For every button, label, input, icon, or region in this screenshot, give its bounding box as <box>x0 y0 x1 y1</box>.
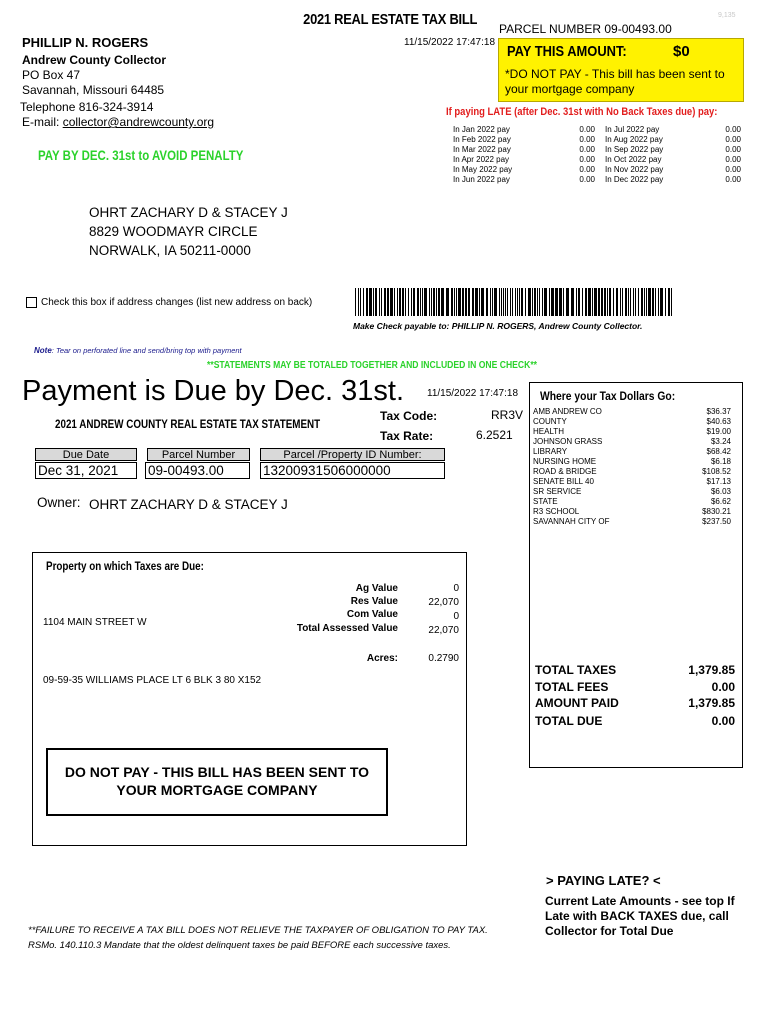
collector-address-line2: Savannah, Missouri 64485 <box>22 83 165 97</box>
total-taxes-value: 1,379.85 <box>688 663 735 677</box>
tax-dollars-box <box>529 382 743 768</box>
com-value: 0 <box>453 611 459 622</box>
property-title: Property on which Taxes are Due: <box>46 559 204 573</box>
late-schedule-row-amount: 0.00 <box>725 135 741 144</box>
bill-code: 9,135 <box>718 12 736 19</box>
tax-dollar-row <box>533 477 731 487</box>
pay-amount-note: *DO NOT PAY - This bill has been sent to your mortgage company <box>505 67 725 96</box>
pay-amount-box <box>498 38 744 102</box>
late-schedule-row-label: In Jan 2022 pay <box>453 125 510 134</box>
late-schedule-row-amount: 0.00 <box>725 155 741 164</box>
late-schedule-row-amount: 0.00 <box>579 175 595 184</box>
late-schedule-row-label: In Nov 2022 pay <box>605 165 664 174</box>
res-value: 22,070 <box>428 597 459 608</box>
amount-paid-label: AMOUNT PAID <box>535 696 619 710</box>
res-value-label: Res Value <box>350 596 398 607</box>
ag-value: 0 <box>453 583 459 594</box>
tax-dollar-row-amount: $6.62 <box>710 497 731 506</box>
barcode <box>355 288 672 316</box>
total-fees-label: TOTAL FEES <box>535 680 609 694</box>
late-schedule-right <box>605 125 741 185</box>
tax-code-label: Tax Code: <box>380 409 438 423</box>
late-schedule-row <box>605 175 741 185</box>
late-schedule-row-amount: 0.00 <box>579 155 595 164</box>
tax-dollar-row-amount: $3.24 <box>710 437 731 446</box>
tax-dollar-row-amount: $36.37 <box>706 407 731 416</box>
ag-value-label: Ag Value <box>355 583 398 594</box>
amount-paid-row <box>535 696 735 710</box>
tax-dollar-row <box>533 457 731 467</box>
footnote-line2: RSMo. 140.110.3 Mandate that the oldest delinquent taxes be paid BEFORE each successive taxes. <box>28 940 451 951</box>
late-schedule-row <box>605 165 741 175</box>
tax-dollar-row-label: COUNTY <box>533 417 567 426</box>
bill-title: 2021 REAL ESTATE TAX BILL <box>303 11 478 28</box>
tax-dollar-row-label: ROAD & BRIDGE <box>533 467 597 476</box>
mailing-address-line2: 8829 WOODMAYR CIRCLE <box>89 224 258 239</box>
tear-note <box>34 346 242 355</box>
tax-dollar-row <box>533 417 731 427</box>
late-schedule-row-amount: 0.00 <box>725 165 741 174</box>
total-taxes-label: TOTAL TAXES <box>535 663 617 677</box>
parcel-number-header: PARCEL NUMBER 09-00493.00 <box>499 22 672 36</box>
owner-name: OHRT ZACHARY D & STACEY J <box>89 497 288 512</box>
note-label: Note <box>34 346 52 355</box>
collector-name: PHILLIP N. ROGERS <box>22 35 149 50</box>
property-legal-description: 09-59-35 WILLIAMS PLACE LT 6 BLK 3 80 X152 <box>43 675 262 686</box>
late-schedule-row <box>605 135 741 145</box>
late-schedule-heading: If paying LATE (after Dec. 31st with No Back Taxes due) pay: <box>446 106 718 118</box>
acres-value: 0.2790 <box>428 653 459 664</box>
tax-dollars-list <box>533 407 731 527</box>
late-schedule-row <box>605 145 741 155</box>
tax-dollar-row-label: AMB ANDREW CO <box>533 407 602 416</box>
total-fees-row <box>535 680 735 694</box>
total-fees-value: 0.00 <box>711 680 735 694</box>
late-schedule-row-amount: 0.00 <box>579 135 595 144</box>
late-schedule-row-label: In Mar 2022 pay <box>453 145 511 154</box>
late-schedule-row-label: In Dec 2022 pay <box>605 175 664 184</box>
total-due-row <box>535 714 735 728</box>
late-schedule-row <box>453 145 595 155</box>
collector-title: Andrew County Collector <box>22 53 167 67</box>
late-schedule-row-label: In May 2022 pay <box>453 165 513 174</box>
tax-dollar-row-amount: $237.50 <box>702 517 731 526</box>
parcel-number-value: 09-00493.00 <box>145 462 250 479</box>
penalty-notice: PAY BY DEC. 31st to AVOID PENALTY <box>38 147 244 163</box>
property-id-header: Parcel /Property ID Number: <box>260 448 445 461</box>
late-schedule-row-amount: 0.00 <box>725 125 741 134</box>
tax-dollar-row <box>533 517 731 527</box>
late-schedule-row-amount: 0.00 <box>725 145 741 154</box>
late-schedule-row <box>453 175 595 185</box>
late-schedule-row-amount: 0.00 <box>579 125 595 134</box>
late-schedule-row-amount: 0.00 <box>579 165 595 174</box>
tax-rate-label: Tax Rate: <box>380 429 434 443</box>
address-change-label: Check this box if address changes (list new address on back) <box>41 297 313 308</box>
tax-dollar-row-label: SR SERVICE <box>533 487 582 496</box>
property-id-value: 13200931506000000 <box>260 462 445 479</box>
pay-amount-label: PAY THIS AMOUNT: <box>507 43 627 60</box>
statement-timestamp: 11/15/2022 17:47:18 <box>427 388 519 399</box>
tax-dollar-row <box>533 407 731 417</box>
make-check-payable: Make Check payable to: PHILLIP N. ROGERS, Andrew County Collector. <box>353 321 643 331</box>
mailing-address <box>89 203 288 260</box>
tax-dollar-row <box>533 427 731 437</box>
amount-paid-value: 1,379.85 <box>688 696 735 710</box>
late-schedule-row-label: In Jun 2022 pay <box>453 175 510 184</box>
footnote-line1: **FAILURE TO RECEIVE A TAX BILL DOES NOT RELIEVE THE TAXPAYER OF OBLIGATION TO PAY TAX. <box>28 925 488 936</box>
total-assessed-value: 22,070 <box>428 625 459 636</box>
paying-late-info: Current Late Amounts - see top If Late with BACK TAXES due, call Collector for Total Due <box>545 894 735 938</box>
footnote <box>28 923 528 953</box>
tax-dollar-row <box>533 497 731 507</box>
late-schedule-row-label: In Sep 2022 pay <box>605 145 664 154</box>
tax-dollar-row-label: R3 SCHOOL <box>533 507 580 516</box>
tax-dollar-row <box>533 447 731 457</box>
payment-due-heading: Payment is Due by Dec. 31st. <box>22 375 404 407</box>
property-street: 1104 MAIN STREET W <box>43 617 147 628</box>
late-schedule-row-amount: 0.00 <box>579 145 595 154</box>
collector-address-line1: PO Box 47 <box>22 68 81 82</box>
statement-title: 2021 ANDREW COUNTY REAL ESTATE TAX STATEMENT <box>55 417 321 431</box>
late-schedule-row-label: In Oct 2022 pay <box>605 155 662 164</box>
late-schedule-row-amount: 0.00 <box>725 175 741 184</box>
tax-rate-value: 6.2521 <box>476 428 513 442</box>
collector-phone: Telephone 816-324-3914 <box>20 100 154 114</box>
late-schedule-row <box>453 125 595 135</box>
com-value-label: Com Value <box>346 609 398 620</box>
late-schedule-row <box>453 155 595 165</box>
tax-dollar-row <box>533 487 731 497</box>
tax-dollar-row-label: SAVANNAH CITY OF <box>533 517 610 526</box>
late-schedule-row <box>453 135 595 145</box>
tax-dollar-row-label: STATE <box>533 497 558 506</box>
tax-dollar-row-amount: $19.00 <box>706 427 731 436</box>
statements-notice: **STATEMENTS MAY BE TOTALED TOGETHER AND INCLUDED IN ONE CHECK** <box>207 360 538 371</box>
email-label: E-mail: <box>22 115 60 129</box>
collector-email-row <box>22 115 214 129</box>
total-due-label: TOTAL DUE <box>535 714 603 728</box>
tax-dollar-row <box>533 507 731 517</box>
address-change-checkbox[interactable] <box>26 297 37 308</box>
tax-dollar-row-label: LIBRARY <box>533 447 568 456</box>
total-due-value: 0.00 <box>711 714 735 728</box>
tax-dollar-row-label: SENATE BILL 40 <box>533 477 594 486</box>
total-assessed-label: Total Assessed Value <box>296 623 398 634</box>
tax-dollar-row-label: HEALTH <box>533 427 564 436</box>
tax-dollar-row <box>533 467 731 477</box>
tax-dollar-row-amount: $6.18 <box>710 457 731 466</box>
due-date-value: Dec 31, 2021 <box>35 462 137 479</box>
tax-dollar-row-amount: $17.13 <box>706 477 731 486</box>
owner-label: Owner: <box>37 495 81 510</box>
pay-amount-value: $0 <box>673 43 690 60</box>
parcel-number-header-cell: Parcel Number <box>147 448 250 461</box>
tax-dollar-row-amount: $68.42 <box>706 447 731 456</box>
late-schedule-row-label: In Apr 2022 pay <box>453 155 510 164</box>
tax-code-value: RR3V <box>491 408 524 422</box>
note-text: : Tear on perforated line and send/bring top with payment <box>51 346 242 355</box>
address-change-row <box>26 297 312 308</box>
print-timestamp: 11/15/2022 17:47:18 <box>404 37 496 48</box>
tax-dollar-row-label: JOHNSON GRASS <box>533 437 603 446</box>
due-date-header: Due Date <box>35 448 137 461</box>
paying-late-heading: > PAYING LATE? < <box>546 873 661 888</box>
late-schedule-left <box>453 125 595 185</box>
total-taxes-row <box>535 663 735 677</box>
do-not-pay-notice: DO NOT PAY - THIS BILL HAS BEEN SENT TO YOUR MORTGAGE COMPANY <box>46 748 388 816</box>
late-schedule-row-label: In Aug 2022 pay <box>605 135 663 144</box>
tax-dollar-row-amount: $108.52 <box>702 467 731 476</box>
tax-dollar-row <box>533 437 731 447</box>
email-link[interactable]: collector@andrewcounty.org <box>62 115 215 129</box>
tax-dollar-row-amount: $40.63 <box>706 417 731 426</box>
tax-dollar-row-amount: $830.21 <box>702 507 731 516</box>
late-schedule-row <box>453 165 595 175</box>
late-schedule-row <box>605 125 741 135</box>
late-schedule-row-label: In Feb 2022 pay <box>453 135 511 144</box>
acres-label: Acres: <box>366 653 398 664</box>
mailing-address-line3: NORWALK, IA 50211-0000 <box>89 243 251 258</box>
tax-dollar-row-amount: $6.03 <box>710 487 731 496</box>
late-schedule-row-label: In Jul 2022 pay <box>605 125 660 134</box>
mailing-address-line1: OHRT ZACHARY D & STACEY J <box>89 205 288 220</box>
late-schedule-row <box>605 155 741 165</box>
tax-dollars-title: Where your Tax Dollars Go: <box>540 389 676 403</box>
tax-dollar-row-label: NURSING HOME <box>533 457 597 466</box>
